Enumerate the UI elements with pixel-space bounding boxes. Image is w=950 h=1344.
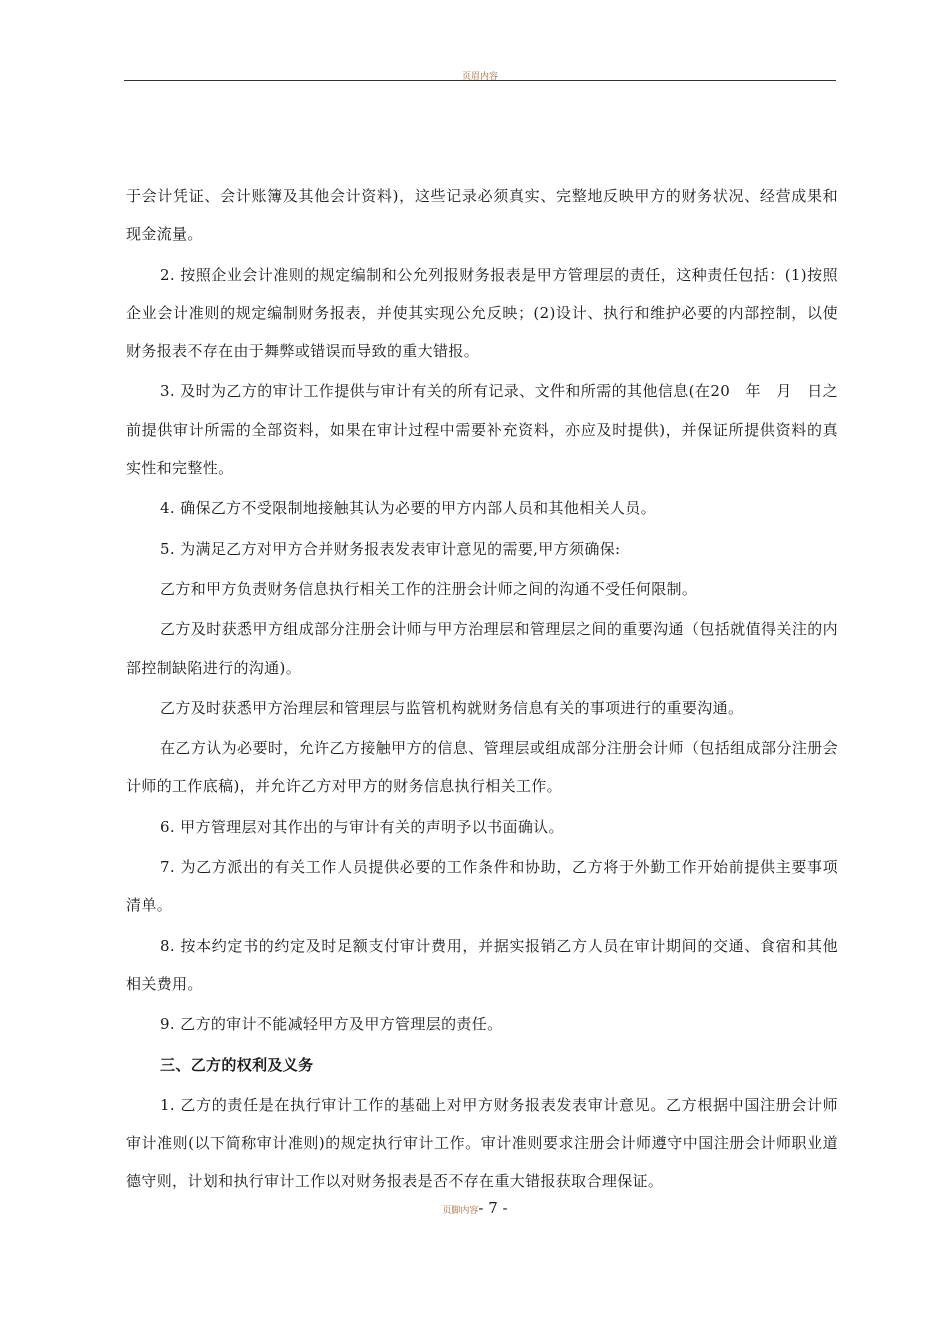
paragraph: 乙方及时获悉甲方组成部分注册会计师与甲方治理层和管理层之间的重要沟通（包括就值得关注的内部控制缺陷进行的沟通)。 bbox=[126, 620, 838, 677]
paragraph: 3. 及时为乙方的审计工作提供与审计有关的所有记录、文件和所需的其他信息(在20 年 月 日之前提供审计所需的全部资料，如果在审计过程中需要补充资料，亦应及时提供)，并保证所提供资料的真实性和完整性。 bbox=[126, 382, 838, 478]
paragraph: 4. 确保乙方不受限制地接触其认为必要的甲方内部人员和其他相关人员。 bbox=[160, 499, 656, 518]
paragraph: 9. 乙方的审计不能减轻甲方及甲方管理层的责任。 bbox=[160, 1015, 503, 1034]
paragraph: 于会计凭证、会计账簿及其他会计资料)，这些记录必须真实、完整地反映甲方的财务状况、经营成果和现金流量。 bbox=[126, 187, 838, 244]
paragraph: 6. 甲方管理层对其作出的与审计有关的声明予以书面确认。 bbox=[160, 817, 564, 836]
paragraph: 在乙方认为必要时，允许乙方接触甲方的信息、管理层或组成部分注册会计师（包括组成部分注册会计师的工作底稿)，并允许乙方对甲方的财务信息执行相关工作。 bbox=[126, 739, 838, 796]
paragraph: 7. 为乙方派出的有关工作人员提供必要的工作条件和协助，乙方将于外勤工作开始前提供主要事项清单。 bbox=[126, 858, 838, 915]
paragraph: 5. 为满足乙方对甲方合并财务报表发表审计意见的需要,甲方须确保: bbox=[160, 539, 621, 558]
paragraph: 乙方及时获悉甲方治理层和管理层与监管机构就财务信息有关的事项进行的重要沟通。 bbox=[160, 698, 744, 717]
page-number: - 7 - bbox=[478, 1199, 508, 1217]
paragraph: 2. 按照企业会计准则的规定编制和公允列报财务报表是甲方管理层的责任，这种责任包括：(1)按照企业会计准则的规定编制财务报表，并使其实现公允反映；(2)设计、执行和维护必要的内部控制，以使财务报表不存在由于舞弊或错误而导致的重大错报。 bbox=[126, 265, 838, 361]
paragraph: 1. 乙方的责任是在执行审计工作的基础上对甲方财务报表发表审计意见。乙方根据中国注册会计师审计准则(以下简称审计准则)的规定执行审计工作。审计准则要求注册会计师遵守中国注册会计师职业道德守则，计划和执行审计工作以对财务报表是否不存在重大错报获取合理保证。 bbox=[126, 1095, 838, 1191]
footer-label: 页脚内容 bbox=[442, 1206, 479, 1216]
header-rule bbox=[124, 80, 836, 81]
section-heading: 三、乙方的权利及义务 bbox=[160, 1055, 314, 1074]
paragraph: 8. 按本约定书的约定及时足额支付审计费用，并据实报销乙方人员在审计期间的交通、食宿和其他相关费用。 bbox=[126, 936, 838, 993]
document-body bbox=[126, 177, 838, 1203]
paragraph: 乙方和甲方负责财务信息执行相关工作的注册会计师之间的沟通不受任何限制。 bbox=[160, 579, 698, 598]
page-footer bbox=[0, 1198, 950, 1217]
header-text: 页眉内容 bbox=[461, 72, 498, 82]
